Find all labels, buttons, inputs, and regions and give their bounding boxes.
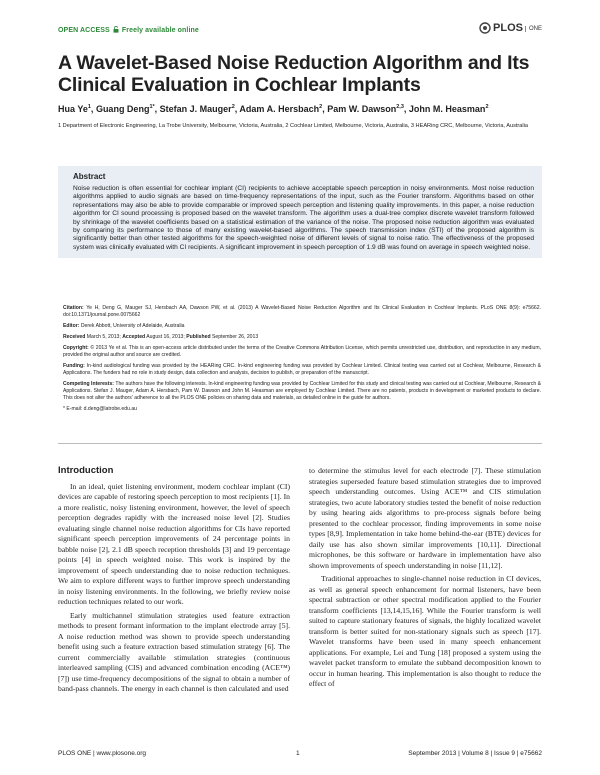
article-title: A Wavelet-Based Noise Reduction Algorithm and Its Clinical Evaluation in Cochlear Implants — [58, 52, 530, 96]
author-affiliation-marker: 1 — [87, 104, 91, 110]
published-date: September 26, 2013 — [212, 334, 259, 340]
open-access-badge — [58, 26, 199, 34]
author-name: Hua Ye — [58, 104, 88, 114]
author-affiliation-marker: 2 — [485, 104, 489, 110]
author-name: Guang Deng — [95, 104, 150, 114]
author-affiliation-marker: 2 — [231, 104, 235, 110]
author-name: John M. Heasman — [408, 104, 486, 114]
accepted-label: Accepted — [122, 334, 146, 340]
article-metadata — [63, 305, 541, 417]
author-name: Pam W. Dawson — [327, 104, 397, 114]
affiliations: 1 Department of Electronic Engineering, La Trobe University, Melbourne, Victoria, Australia, 2 Cochlear Limited, Melbourne, Victoria, Australia, 3 HEARing CRC, Melbourne, Victoria, Australia — [58, 123, 528, 129]
body-paragraph: Traditional approaches to single-channel noise reduction in CI devices, as well as general speech enhancement for normal listeners, have been spectral subtraction or other spectral modification applied to the Fourier transform coefficients [13,14,15,16]. While the Fourier transform is well suited to capture stationary features of signals, the highly localized wavelet transform is better suited for non-stationary signals such as speech [17]. Wavelet transforms have been used in many speech enhancement applications. For example, Lei and Tung [18] proposed a system using the wavelet packet transform to emulate the subband decomposition known to occur in human hearing. This implementation is also thought to reduce the effect of — [309, 574, 541, 688]
author-name: Adam A. Hersbach — [239, 104, 320, 114]
published-label: Published — [186, 334, 211, 340]
dates — [63, 334, 541, 341]
contact-email: * E-mail: d.deng@latrobe.edu.au — [63, 406, 137, 412]
copyright-text: © 2013 Ye et al. This is an open-access article distributed under the terms of the Creative Commons Attribution License, which permits unrestricted use, distribution, and reproduction in any medium, provided the original author and source are credited. — [63, 345, 541, 358]
citation — [63, 305, 541, 319]
abstract-heading: Abstract — [73, 172, 106, 181]
plos-wordmark: PLOS — [493, 22, 523, 34]
editor-text: Derek Abbott, University of Adelaide, Australia — [80, 323, 185, 329]
footer-journal: PLOS ONE | www.plosone.org — [58, 750, 147, 757]
copyright — [63, 345, 541, 359]
author-affiliation-marker: 1* — [149, 104, 155, 110]
footer-issue: September 2013 | Volume 8 | Issue 9 | e75662 — [408, 750, 542, 757]
accepted-date: August 16, 2013; — [146, 334, 185, 340]
journal-logo — [479, 22, 542, 34]
received-label: Received — [63, 334, 86, 340]
author-name: Stefan J. Mauger — [159, 104, 232, 114]
body-column-right — [309, 466, 541, 690]
body-column-left — [58, 466, 290, 695]
author-list: Hua Ye$^1$, Guang Deng$^{1*}$, Stefan J. Mauger$^2$, Adam A. Hersbach$^2$, Pam W. Dawson$^{2,3}$, John M. Heasman$^2$ — [58, 104, 489, 114]
plos-one-label: ONE — [525, 26, 542, 32]
freely-available-label: Freely available online — [121, 27, 199, 34]
plos-logo-icon — [479, 22, 491, 34]
author-affiliation-marker: 2,3 — [396, 104, 404, 110]
body-paragraph: In an ideal, quiet listening environment, modern cochlear implant (CI) devices are capable of restoring speech perception to most recipients [1]. In a more realistic, noisy listening environment, however, the level of speech perception degrades rapidly with the increased noise level [2]. Studies evaluating single channel noise reduction algorithms for CIs have reported significant speech perception improvements of 24 percentage points in babble noise [2], 2.1 dB speech reception thresholds [3] and 19 percentage points [4] in speech weighted noise. This work is inspired by the improvement of speech understanding due to noise reduction techniques. We aim to explore different ways to further improve speech understanding in noisy listening environments. In the following, we briefly review noise reduction techniques related to our work. — [58, 481, 290, 606]
abstract-box — [58, 166, 542, 258]
open-lock-icon — [113, 26, 119, 33]
editor-label: Editor: — [63, 323, 80, 329]
body-paragraph: to determine the stimulus level for each electrode [7]. These stimulation strategies superseded feature based stimulation strategies due to improved speech understanding outcomes. Using ACE™ and CIS stimulation strategies, two acute laboratory studies tested the benefit of noise reduction by using hearing aids algorithms to pre-process signals before being presented to the cochlear processor, finding improvements in some noise types [8,9]. Implementation in take home behind-the-ear (BTE) devices for daily use has also shown similar improvements [10,11]. Directional microphones, be this software or hardware in implementation have also shown improvements of speech understanding in noise [11,12]. — [309, 466, 541, 570]
competing-interests — [63, 381, 541, 402]
funding — [63, 363, 541, 377]
editor — [63, 323, 541, 330]
funding-text: In-kind audiological funding was provided by the HEARing CRC. In-kind engineering funding was provided by Cochlear Limited. Clinical testing was carried out at Cochlear, Melbourne, Research & Applications. The funders had no role in study design, data collection and analysis, decision to publish, or preparation of the manuscript. — [63, 363, 542, 376]
introduction-heading: Introduction — [58, 465, 114, 476]
page-number: 1 — [296, 750, 300, 757]
competing-text: The authors have the following interests. In-kind engineering funding was provided by Cochlear Limited for this study and clinical testing was carried out at Cochlear, Melbourne, Research & Applications. Stefan J. Mauger, Adam A. Hersbach, Pam W. Dawson and John M. Heasman are employed by Cochlear Limited. There are no patents, products in development or marketed products to declare. This does not alter the authors' adherence to all the PLOS ONE policies on sharing data and materials, as detailed online in the guide for authors. — [63, 381, 541, 401]
author-affiliation-marker: 2 — [319, 104, 323, 110]
funding-label: Funding: — [63, 363, 85, 369]
section-divider — [58, 443, 542, 444]
copyright-label: Copyright: — [63, 345, 89, 351]
abstract-text: Noise reduction is often essential for cochlear implant (CI) recipients to achieve acceptable speech perception in noisy environments. Most noise reduction algorithms applied to audio signals are based on time-frequency representations of the input, such as the Fourier transform. Algorithms based on other representations may also be able to provide comparable or improved speech perception and listening quality improvements. In this paper, a noise reduction algorithm for CI sound processing is proposed based on the wavelet transform. The algorithm uses a dual-tree complex discrete wavelet transform followed by shrinkage of the wavelet coefficients based on a statistical estimation of the variance of the noise. The proposed noise reduction algorithm was evaluated by comparing its performance to those of many existing wavelet-based algorithms. The speech transmission index (STI) of the proposed algorithm is significantly better than other tested algorithms for the speech-weighted noise of different levels of signal to noise ratio. The effectiveness of the proposed system was clinically evaluated with CI recipients. A significant improvement in speech perception of 1.9 dB was found on average in speech weighted noise. — [73, 185, 534, 251]
journal-header — [58, 22, 542, 40]
body-paragraph: Early multichannel stimulation strategies used feature extraction methods to present formant information to the implant electrode array [5]. A noise reduction method was shown to provide speech understanding benefit using such a feature extraction based stimulation strategy [6]. The current commercially available stimulation strategies (continuous interleaved sampling (CIS) and advanced combination encoding (ACE™) [7]) use time-frequency decompositions of the signal to obtain a number of band-pass channels. The energy in each channel is then calculated and used — [58, 610, 290, 693]
open-access-label: OPEN ACCESS — [58, 27, 110, 34]
citation-label: Citation: — [63, 305, 84, 311]
citation-text: Ye H, Deng G, Mauger SJ, Hersbach AA, Dawson PW, et al. (2013) A Wavelet-Based Noise Reduction Algorithm and Its Clinical Evaluation in Cochlear Implants. PLoS ONE 8(9): e75662. doi:10.1371/journal.pone.0075662 — [63, 305, 541, 318]
received-date: March 5, 2013; — [86, 334, 121, 340]
competing-label: Competing Interests: — [63, 381, 114, 387]
